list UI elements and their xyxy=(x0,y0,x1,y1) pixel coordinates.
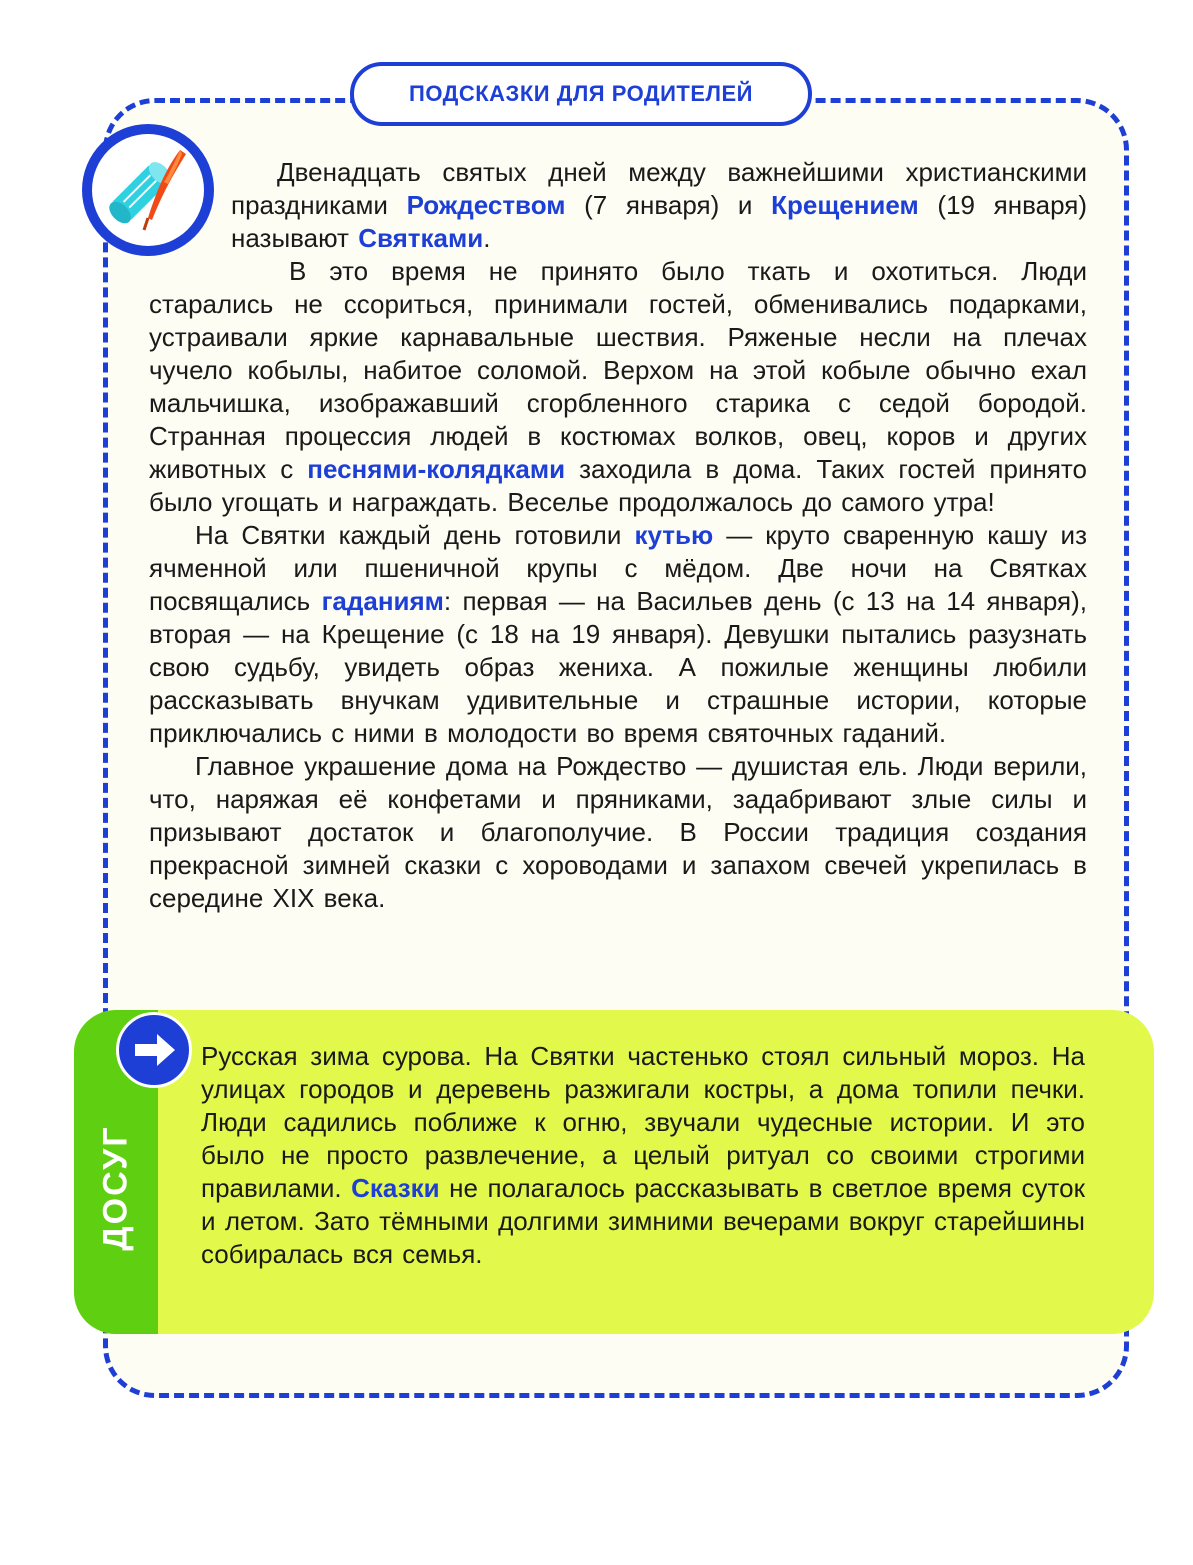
paragraph-kutya-gadaniya xyxy=(149,519,1087,750)
main-article xyxy=(149,156,1087,915)
text-run: (7 января) и xyxy=(565,190,772,220)
right-arrow-icon xyxy=(116,1012,192,1088)
text-run: не полагалось рассказывать в светлое время суток и летом. Зато тёмными долгими зимними вечерами вокруг старейшины собиралась вся семья. xyxy=(201,1173,1085,1269)
text-run: (19 января) называют xyxy=(231,190,1087,253)
term-rozhdestvo: Рождеством xyxy=(406,190,566,220)
text-run: На Святки каждый день готовили xyxy=(195,520,635,550)
section-title-text: ПОДСКАЗКИ ДЛЯ РОДИТЕЛЕЙ xyxy=(409,81,753,106)
paragraph-leisure xyxy=(201,1040,1085,1271)
term-pesni-kolyadki: песнями-колядками xyxy=(307,454,566,484)
text-run: . xyxy=(483,223,491,253)
paragraph-christmas-tree xyxy=(149,750,1087,915)
paragraph-customs xyxy=(149,255,1087,519)
text-run: заходила в дома. Таких гостей принято было угощать и награждать. Веселье продолжалось до самого утра! xyxy=(149,454,1087,517)
term-kreshchenie: Крещением xyxy=(771,190,919,220)
text-run: — круто сваренную кашу из ячменной или пшеничной крупы с мёдом. Две ночи на Святках посвящались xyxy=(149,520,1087,616)
text-run: : первая — на Васильев день (с 13 на 14 января), вторая — на Крещение (с 18 на 19 января). Девушки пытались разузнать свою судьбу, увидеть образ жениха. А пожилые женщины любили рассказывать внучкам удивительные и страшные истории, которые приключались с ними в молодости во время святочных гаданий. xyxy=(149,586,1087,748)
term-gadaniya: гаданиям xyxy=(321,586,444,616)
term-skazki: Сказки xyxy=(351,1173,440,1203)
text-run: Русская зима сурова. На Святки частенько стоял сильный мороз. На улицах городов и деревень разжигали костры, а дома топили печки. Люди садились поближе к огню, звучали чудесные истории. И это было не просто развлечение, а целый ритуал со своими строгими правилами. xyxy=(201,1041,1085,1203)
text-run: Главное украшение дома на Рождество — душистая ель. Люди верили, что, наряжая её конфетами и пряниками, задабривают злые силы и призывают достаток и благополучие. В России традиция создания прекрасной зимней сказки с хороводами и запахом свечей укрепилась в середине XIX века. xyxy=(149,751,1087,913)
paragraph-svyatki-definition xyxy=(231,156,1087,255)
section-title xyxy=(350,62,812,126)
leisure-label: ДОСУГ xyxy=(96,1125,135,1251)
text-run: Двенадцать святых дней между важнейшими христианскими праздниками xyxy=(231,157,1087,220)
leisure-text xyxy=(201,1040,1085,1271)
text-run: В это время не принято было ткать и охотиться. Люди старались не ссориться, принимали гостей, обменивались подарками, устраивали яркие карнавальные шествия. Ряженые несли на плечах чучело кобылы, набитое соломой. Верхом на этой кобыле обычно ехал мальчишка, изображавший сгорбленного старика с седой бородой. Странная процессия людей в костюмах волков, овец, коров и других животных с xyxy=(149,256,1087,484)
term-svyatki: Святками xyxy=(358,223,484,253)
term-kutya: кутью xyxy=(634,520,714,550)
